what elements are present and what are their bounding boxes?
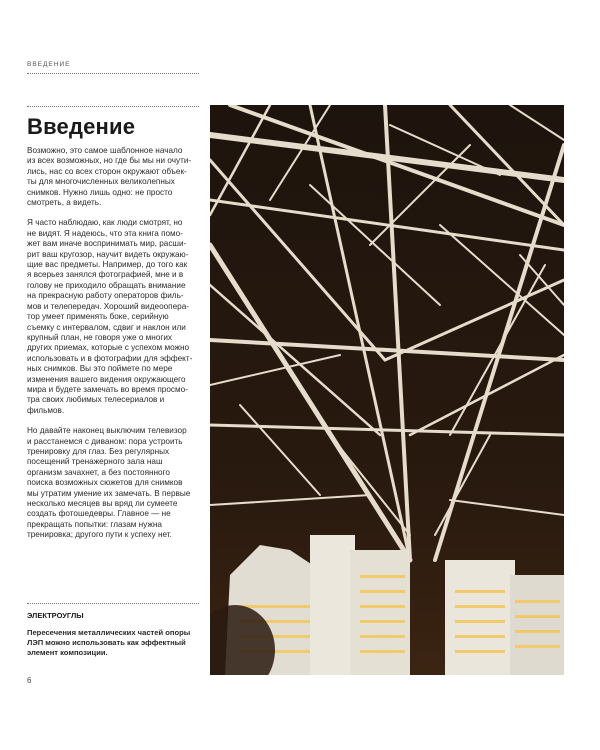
page-title: Введение xyxy=(27,114,136,139)
paragraph-1: Возможно, это самое шаблонное начало из всех возможных, но где бы мы ни очути- лись, нас со всех сторон окружают объек- ты для многочисленных великолепных снимков. Нужно лишь одно: не просто смотреть, а видеть. xyxy=(27,146,192,208)
pylon-photo xyxy=(210,105,564,675)
caption-rule xyxy=(27,603,199,604)
top-rule-2 xyxy=(27,106,199,107)
caption-heading: ЭЛЕКТРОУГЛЫ xyxy=(27,611,84,620)
top-rule-1 xyxy=(27,73,199,74)
page-number: 6 xyxy=(27,676,32,685)
section-label: ВВЕДЕНИЕ xyxy=(27,61,71,68)
paragraph-2: Я часто наблюдаю, как люди смотрят, но не видят. Я надеюсь, что эта книга помо- жет вам иначе воспринимать мир, расши- рит ваш кругозор, научит видеть окружаю- щие вас предметы. Например, до того как я всерьез занялся фотографией, мне и в голову не приходило обращать внимание на прекрасную работу операторов филь- мов и телепередач. Хороший видеоопера- тор умеет применять боке, серийную съемку с интервалом, сдвиг и наклон или крупный план, не говоря уже о многих других приемах, которые с успехом можно использовать и в фотографии для эффект- ных снимков. Вы это поймете по мере изменения вашего видения окружающего мира и будете замечать во время просмо- тра своих любимых телесериалов и фильмов. xyxy=(27,218,193,415)
caption-text: Пересечения металлических частей опоры ЛЭП можно использовать как эффектный элемент композиции. xyxy=(27,628,191,657)
paragraph-3: Но давайте наконец выключим телевизор и расстанемся с диваном: пора устроить тренировку для глаз. Без регулярных посещений тренажерного зала наш организм зачахнет, а без постоянного поиска возможных сюжетов для снимков мы утратим умение их замечать. В первые несколько месяцев вы вряд ли сумеете создать фотошедевры. Главное — не прекращать попытки: глазам нужна тренировка; другого пути к успеху нет. xyxy=(27,426,191,540)
body-text xyxy=(27,146,207,551)
